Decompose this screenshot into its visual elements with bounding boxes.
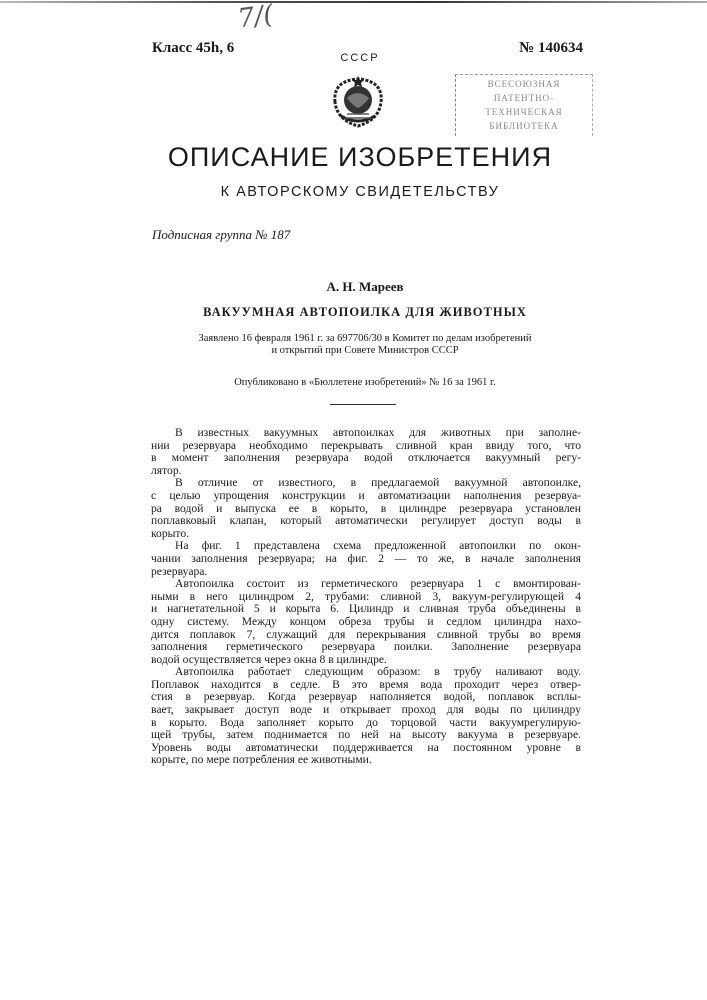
text-line: в момент заполнения резервуара водой отключается вакуумный регу- xyxy=(151,452,581,465)
ussr-state-emblem-icon xyxy=(327,72,389,135)
patent-class: Класс 45h, 6 xyxy=(152,40,234,57)
stamp-line: БИБЛИОТЕКА xyxy=(456,119,592,133)
country-label: СССР xyxy=(330,52,390,64)
document-subtitle: К АВТОРСКОМУ СВИДЕТЕЛЬСТВУ xyxy=(140,184,580,200)
text-line: одну систему. Между концом обреза трубы и седлом цилиндра нахо- xyxy=(151,616,581,629)
filing-line: Заявлено 16 февраля 1961 г. за 697706/30 в Комитет по делам изобретений xyxy=(150,333,580,345)
document-title: ОПИСАНИЕ ИЗОБРЕТЕНИЯ xyxy=(140,142,580,173)
text-line: На фиг. 1 представлена схема предложенной автопоилки по окон- xyxy=(151,540,581,553)
text-line: водой осуществляется через окна 8 в цилиндре. xyxy=(151,654,581,667)
handwritten-note: 7/( xyxy=(236,0,275,34)
page-top-border xyxy=(0,1,707,3)
text-line: корыте, по мере потребления ее животными. xyxy=(151,754,581,767)
text-line: щей трубы, затем поднимается по ней на высоту вакуума в резервуаре. xyxy=(151,729,581,742)
subscription-group: Подписная группа № 187 xyxy=(152,227,290,243)
text-line: В известных вакуумных автопоилках для животных при заполне- xyxy=(151,427,581,440)
stamp-line: ВСЕСОЮЗНАЯ xyxy=(456,77,592,91)
publication-info: Опубликовано в «Бюллетене изобретений» № 16 за 1961 г. xyxy=(150,377,580,388)
text-line: с целью упрощения конструкции и автоматизации наполнения резервуа- xyxy=(151,490,581,503)
separator-rule xyxy=(330,404,396,405)
invention-title: ВАКУУМНАЯ АВТОПОИЛКА ДЛЯ ЖИВОТНЫХ xyxy=(150,305,580,320)
description-body xyxy=(151,427,581,767)
text-line: чании заполнения резервуара; на фиг. 2 — то же, в начале заполнения xyxy=(151,553,581,566)
text-line: корыто. xyxy=(151,528,581,541)
text-line: резервуара. xyxy=(151,566,581,579)
filing-info xyxy=(150,333,580,357)
stamp-line: ПАТЕНТНО- xyxy=(456,91,592,105)
filing-line: и открытий при Совете Министров СССР xyxy=(150,345,580,357)
text-line: Автопоилка работает следующим образом: в трубу наливают воду. xyxy=(151,666,581,679)
text-line: стия в резервуар. Когда резервуар наполняется водой, поплавок всплы- xyxy=(151,691,581,704)
patent-number: № 140634 xyxy=(519,40,583,57)
text-line: Поплавок находится в седле. В это время вода проходит через отвер- xyxy=(151,679,581,692)
text-line: дится поплавок 7, служащий для перекрывания сливной трубы во время xyxy=(151,629,581,642)
text-line: нии резервуара необходимо перекрывать сливной кран ввиду того, что xyxy=(151,440,581,453)
text-line: поплавковый клапан, который автоматически регулирует доступ воды в xyxy=(151,515,581,528)
text-line: заполнения герметического резервуара поилки. Заполнение резервуара xyxy=(151,641,581,654)
text-line: ными в него цилиндром 2, трубами: сливной 3, вакуум-регулирующей 4 xyxy=(151,591,581,604)
stamp-line: ТЕХНИЧЕСКАЯ xyxy=(456,105,592,119)
text-line: и нагнетательной 5 и корыта 6. Цилиндр и сливная труба объединены в xyxy=(151,603,581,616)
text-line: Автопоилка состоит из герметического резервуара 1 с вмонтирован- xyxy=(151,578,581,591)
author-name: А. Н. Мареев xyxy=(150,279,580,295)
text-line: В отличие от известного, в предлагаемой вакуумной автопоилке, xyxy=(151,477,581,490)
text-line: в корыто. Вода заполняет корыто до торцовой части вакуумрегулирую- xyxy=(151,717,581,730)
text-line: ра водой и выпуска ее в корыто, в цилиндре резервуара установлен xyxy=(151,503,581,516)
text-line: Уровень воды автоматически поддерживается на постоянном уровне в xyxy=(151,742,581,755)
library-stamp xyxy=(455,74,593,136)
text-line: вает, закрывает доступ воде и открывает проход для воды по цилиндру xyxy=(151,704,581,717)
text-line: лятор. xyxy=(151,465,581,478)
